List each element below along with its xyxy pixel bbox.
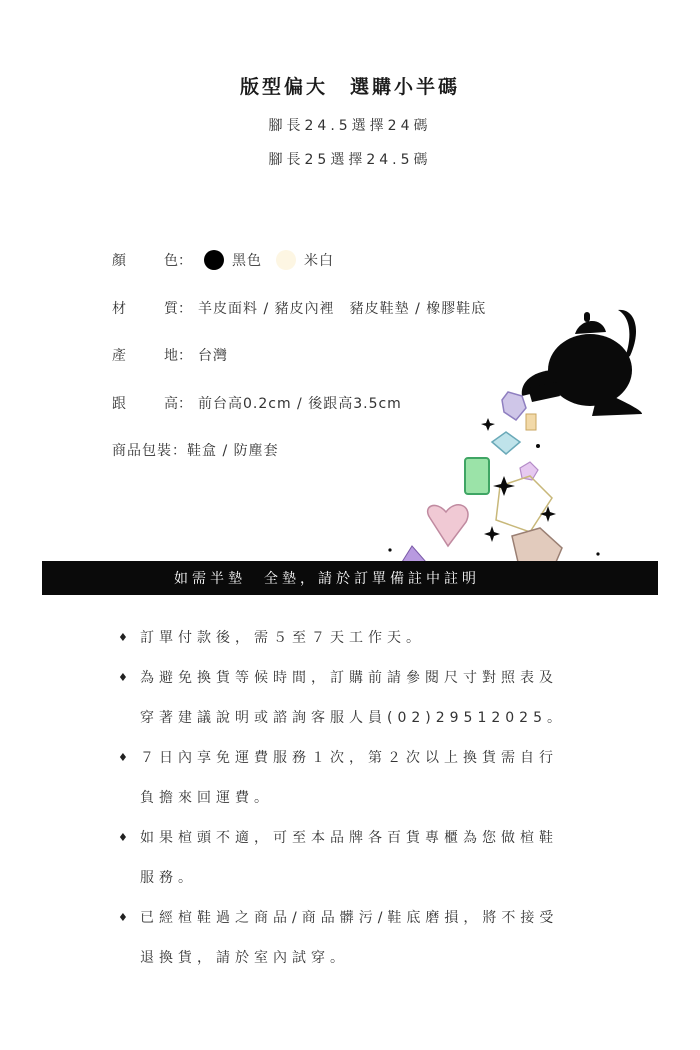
size-title: 版型偏大 選購小半碼 [239, 76, 460, 98]
note-text: 為避免換貨等候時間，訂購前請參閱尺寸對照表及 穿著建議說明或諮詢客服人員(02)29512025。 [140, 670, 566, 726]
size-guide-line-1: 腳長24.5選擇24碼 [268, 118, 432, 134]
note-text: 如果楦頭不適，可至本品牌各百貨專櫃為您做楦鞋 服務。 [140, 830, 558, 886]
spec-color-row [112, 248, 334, 272]
diamond-bullet-icon: ♦ [118, 751, 133, 764]
note-text: 訂單付款後，需５至７天工作天。 [140, 630, 425, 646]
note-item [118, 898, 598, 978]
spec-origin-row [112, 343, 228, 367]
diamond-bullet-icon: ♦ [118, 631, 133, 644]
banner-text: 如需半墊 全墊，請於訂單備註中註明 [174, 571, 480, 587]
note-item [118, 618, 598, 658]
spec-heel-label: 跟 高： [112, 396, 192, 412]
size-guide-line-2: 腳長25選擇24.5碼 [268, 152, 432, 168]
diamond-bullet-icon: ♦ [118, 671, 133, 684]
spec-heel-value: 前台高0.2cm / 後跟高3.5cm [198, 396, 402, 412]
off-white-swatch[interactable] [276, 250, 296, 270]
spec-package-label: 商品包裝： [112, 443, 187, 459]
diamond-bullet-icon: ♦ [118, 831, 133, 844]
note-item [118, 658, 598, 738]
spec-package-row [112, 438, 279, 462]
spec-material-label: 材 質： [112, 301, 192, 317]
spec-package-value: 鞋盒 / 防塵套 [187, 443, 279, 459]
color-black-name: 黑色 [232, 253, 262, 269]
black-swatch[interactable] [204, 250, 224, 270]
color-white-name: 米白 [304, 253, 334, 269]
note-text: ７日內享免運費服務１次，第２次以上換貨需自行 負擔來回運費。 [140, 750, 558, 806]
padding-notice-banner [42, 561, 658, 595]
sparkle-icons [388, 418, 599, 556]
note-item [118, 738, 598, 818]
spec-material-value: 羊皮面料 / 豬皮內裡 豬皮鞋墊 / 橡膠鞋底 [198, 301, 487, 317]
spec-color-label: 顏 色： [112, 253, 192, 269]
teapot-gems-illustration [380, 300, 700, 562]
spec-origin-value: 台灣 [198, 348, 228, 364]
gem-cluster [402, 392, 562, 562]
diamond-bullet-icon: ♦ [118, 911, 133, 924]
spec-origin-label: 產 地： [112, 348, 192, 364]
teapot-icon [522, 310, 642, 416]
spec-heel-row [112, 391, 402, 415]
note-text: 已經楦鞋過之商品/商品髒污/鞋底磨損，將不接受 退換貨，請於室內試穿。 [140, 910, 559, 966]
note-item [118, 818, 598, 898]
